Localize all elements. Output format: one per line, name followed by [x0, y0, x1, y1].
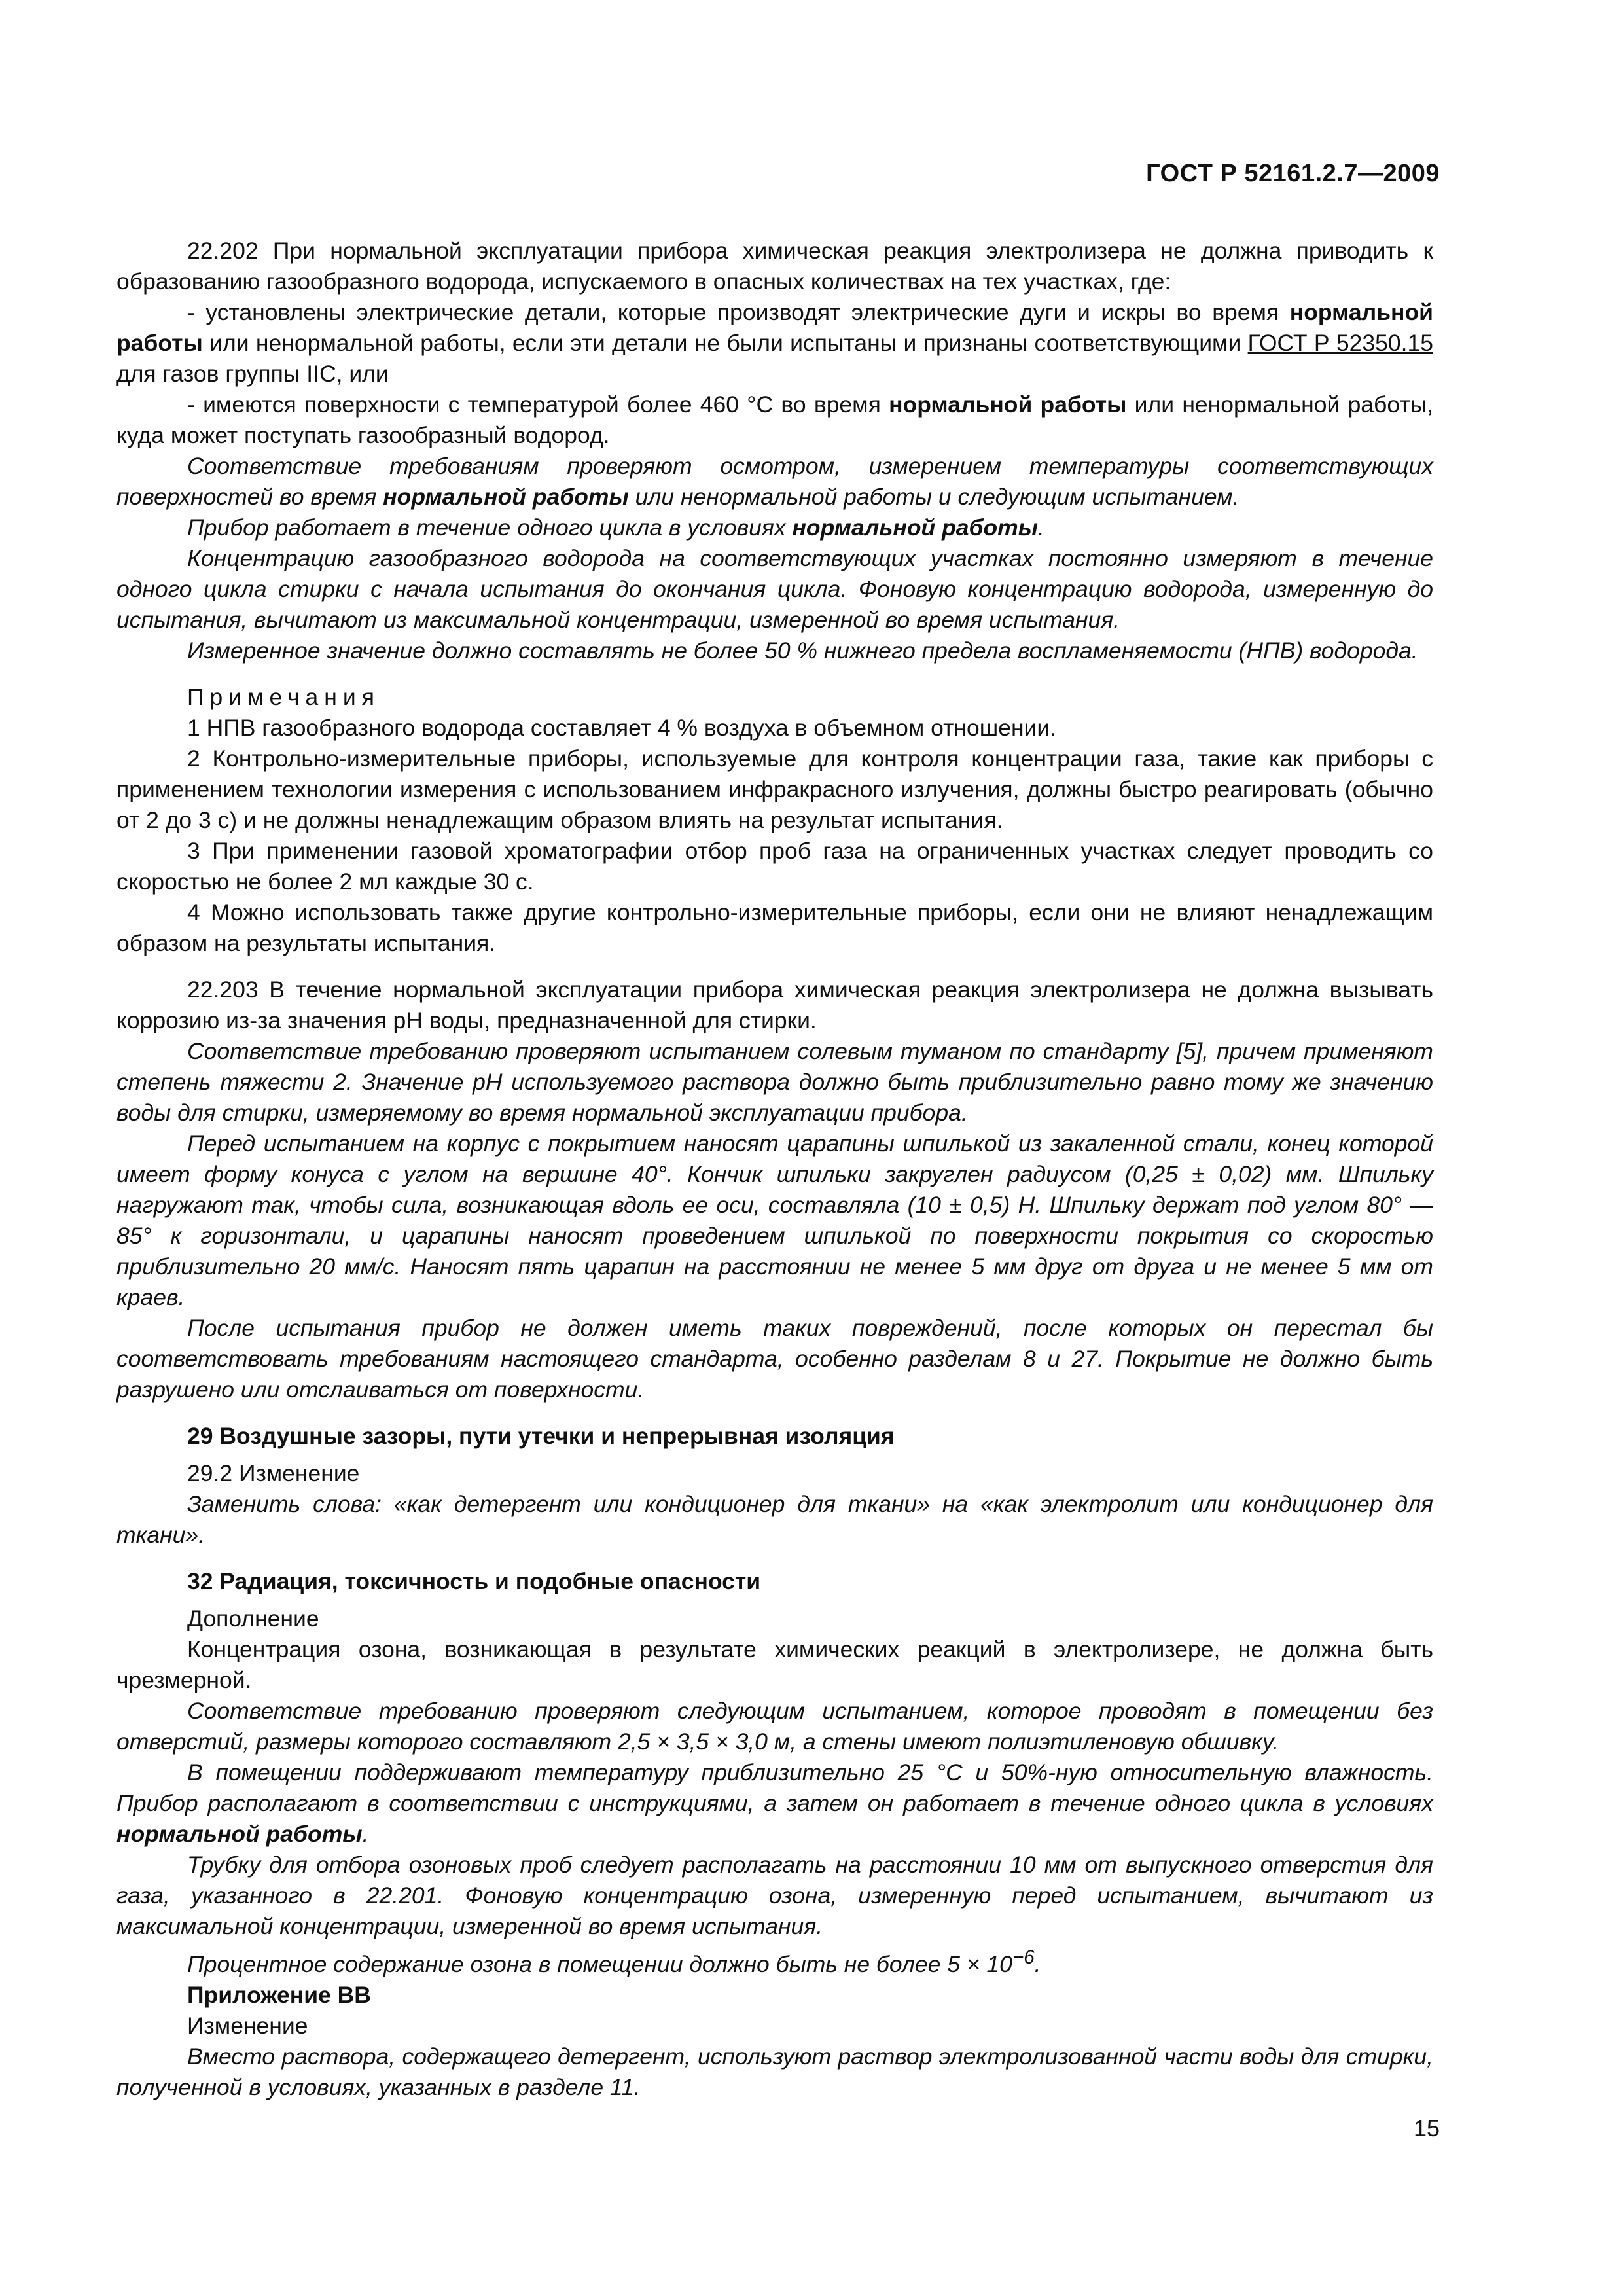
- check-text: Соответствие требованиям проверяют осмотром, измерением температуры соответствующих поверхностей во время: [116, 453, 1433, 510]
- document-number: ГОСТ Р 52161.2.7—2009: [1146, 160, 1440, 187]
- clause-22-202-intro: 22.202 При нормальной эксплуатации прибора химическая реакция электролизера не должна приводить к образованию газообразного водорода, испускаемого в опасных количествах на тех участках, где:: [116, 238, 1433, 295]
- section-32-subclause: Дополнение: [187, 1605, 319, 1632]
- check-text: Процентное содержание озона в помещении должно быть не более 5 × 10: [187, 1950, 1012, 1977]
- exponent: −6: [1012, 1946, 1035, 1968]
- item-text: или ненормальной работы, если эти детали не были испытаны и признаны соответствующими: [202, 330, 1248, 356]
- check-text: .: [1038, 514, 1044, 541]
- section-29-heading: 29 Воздушные зазоры, пути утечки и непрерывная изоляция: [187, 1423, 895, 1449]
- item-text: или ненормальной работы, куда может поступать газообразный водород.: [116, 391, 1433, 448]
- appendix-bb-heading: Приложение ВВ: [187, 1981, 371, 2008]
- standard-reference-link[interactable]: ГОСТ Р 52350.15: [1247, 330, 1433, 356]
- clause-22-203-intro: 22.203 В течение нормальной эксплуатации прибора химическая реакция электролизера не должна вызывать коррозию из-за значения pH воды, предназначенной для стирки.: [116, 977, 1433, 1033]
- note-2: 2 Контрольно-измерительные приборы, используемые для контроля концентрации газа, такие как приборы с применением технологии измерения с использованием инфракрасного излучения, должны быстро реагировать (обычно от 2 до 3 с) и не должны ненадлежащим образом влиять на результат испытания.: [116, 745, 1433, 833]
- appendix-bb-text: Вместо раствора, содержащего детергент, используют раствор электролизованной части воды для стирки, полученной в условиях, указанных в разделе 11.: [116, 2043, 1433, 2100]
- note-3: 3 При применении газовой хроматографии отбор проб газа на ограниченных участках следует проводить со скоростью не более 2 мл каждые 30 с.: [116, 838, 1433, 895]
- defined-term: нормальной работы: [792, 514, 1039, 541]
- clause-22-202-cycle: [116, 512, 1433, 543]
- clause-22-202-item-1: [116, 297, 1433, 389]
- check-text: .: [1034, 1950, 1041, 1977]
- section-32-room: [116, 1757, 1433, 1850]
- section-32-ozone-limit: [116, 1942, 1433, 1980]
- section-32-heading: 32 Радиация, токсичность и подобные опасности: [187, 1568, 761, 1594]
- note-1: 1 НПВ газообразного водорода составляет 4 % воздуха в объемном отношении.: [187, 715, 1057, 741]
- clause-22-203-after: После испытания прибор не должен иметь таких повреждений, после которых он перестал бы соответствовать требованиям настоящего стандарта, особенно разделам 8 и 27. Покрытие не должно быть разрушено или отслаиваться от поверхности.: [116, 1315, 1433, 1403]
- defined-term: нормальной работы: [116, 299, 1433, 356]
- section-32-check: Соответствие требованию проверяют следующим испытанием, которое проводят в помещении без отверстий, размеры которого составляют 2,5 × 3,5 × 3,0 м, а стены имеют полиэтиленовую обшивку.: [116, 1698, 1433, 1755]
- clause-22-202-check: [116, 451, 1433, 512]
- check-text: В помещении поддерживают температуру приблизительно 25 °C и 50%-ную относительную влажность. Прибор располагают в соответствии с инструкциями, а затем он работает в течение одного цикла в условиях: [116, 1759, 1433, 1816]
- item-text: - установлены электрические детали, которые производят электрические дуги и искры во время: [187, 299, 1290, 325]
- note-4: 4 Можно использовать также другие контрольно-измерительные приборы, если они не влияют ненадлежащим образом на результаты испытания.: [116, 899, 1433, 956]
- defined-term: нормальной работы: [116, 1821, 363, 1847]
- section-32-tube: Трубку для отбора озоновых проб следует располагать на расстоянии 10 мм от выпускного отверстия для газа, указанного в 22.201. Фоновую концентрацию озона, измеренную перед испытанием, вычитают из максимальной концентрации, измеренной во время испытания.: [116, 1852, 1433, 1939]
- section-32-text: Концентрация озона, возникающая в результате химических реакций в электролизере, не должна быть чрезмерной.: [116, 1636, 1433, 1693]
- clause-22-202-concentration: Концентрацию газообразного водорода на соответствующих участках постоянно измеряют в течение одного цикла стирки с начала испытания до окончания цикла. Фоновую концентрацию водорода, измеренную до испытания, вычитают из максимальной концентрации, измеренной во время испытания.: [116, 545, 1433, 633]
- section-29-text: Заменить слова: «как детергент или кондиционер для ткани» на «как электролит или кондиционер для ткани».: [116, 1491, 1433, 1548]
- notes-title: Примечания: [187, 684, 380, 710]
- section-29-subclause: 29.2 Изменение: [187, 1460, 360, 1486]
- appendix-bb-subclause: Изменение: [187, 2012, 308, 2039]
- check-text: Прибор работает в течение одного цикла в условиях: [187, 514, 793, 541]
- check-text: .: [362, 1821, 369, 1847]
- page-content: [116, 236, 1433, 2103]
- clause-22-202-item-2: [116, 389, 1433, 451]
- clause-22-203-check: Соответствие требованию проверяют испытанием солевым туманом по стандарту [5], причем применяют степень тяжести 2. Значение pH используемого раствора должно быть приблизительно равно тому же значению воды для стирки, измеряемому во время нормальной эксплуатации прибора.: [116, 1038, 1433, 1126]
- item-text: для газов группы IIC, или: [116, 361, 389, 387]
- item-text: - имеются поверхности с температурой более 460 °C во время: [187, 391, 889, 418]
- defined-term: нормальной работы: [383, 484, 629, 510]
- clause-22-203-scratch: Перед испытанием на корпус с покрытием наносят царапины шпилькой из закаленной стали, конец которой имеет форму конуса с углом на вершине 40°. Кончик шпильки закруглен радиусом (0,25 ± 0,02) мм. Шпильку нагружают так, чтобы сила, возникающая вдоль ее оси, составляла (10 ± 0,5) Н. Шпильку держат под углом 80° — 85° к горизонтали, и царапины наносят проведением шпилькой по поверхности покрытия со скоростью приблизительно 20 мм/с. Наносят пять царапин на расстоянии не менее 5 мм друг от друга и не менее 5 мм от краев.: [116, 1130, 1433, 1310]
- page-number: 15: [1413, 2115, 1440, 2142]
- defined-term: нормальной работы: [889, 391, 1127, 418]
- check-text: или ненормальной работы и следующим испытанием.: [628, 484, 1240, 510]
- clause-22-202-limit: Измеренное значение должно составлять не более 50 % нижнего предела воспламеняемости (НПВ) водорода.: [187, 637, 1418, 664]
